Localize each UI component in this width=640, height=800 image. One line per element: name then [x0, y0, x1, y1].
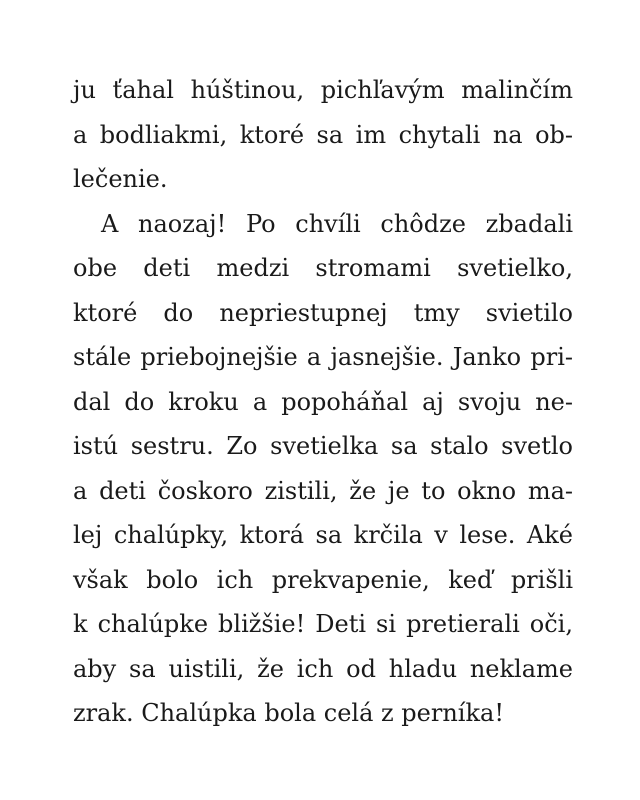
text-line: dal do kroku a popoháňal aj svoju ne-: [73, 387, 573, 416]
text-line: lej chalúpky, ktorá sa krčila v lese. Aké: [73, 521, 573, 549]
text-line: istú sestru. Zo svetielka sa stalo svetlo: [73, 432, 573, 460]
text-line: a bodliakmi, ktoré sa im chytali na ob-: [73, 120, 573, 149]
text-line: aby sa uistili, že ich od hladu neklame: [73, 654, 573, 683]
text-line: zrak. Chalúpka bola celá z perníka!: [73, 699, 504, 727]
text-line: stále priebojnejšie a jasnejšie. Janko pri-: [73, 343, 573, 371]
text-line: ktoré do nepriestupnej tmy svietilo: [73, 298, 573, 327]
paragraph-first-line: A naozaj! Po chvíli chôdze zbadali: [101, 209, 573, 238]
text-line: ju ťahal húštinou, pichľavým malinčím: [73, 76, 573, 104]
text-line: obe deti medzi stromami svetielko,: [73, 254, 573, 282]
text-line: lečenie.: [73, 165, 168, 193]
body-text: [73, 68, 573, 736]
text-line: však bolo ich prekvapenie, keď prišli: [73, 565, 573, 594]
text-line: k chalúpke bližšie! Deti si pretierali oči,: [73, 610, 573, 638]
text-line: a deti čoskoro zistili, že je to okno ma-: [73, 476, 573, 505]
